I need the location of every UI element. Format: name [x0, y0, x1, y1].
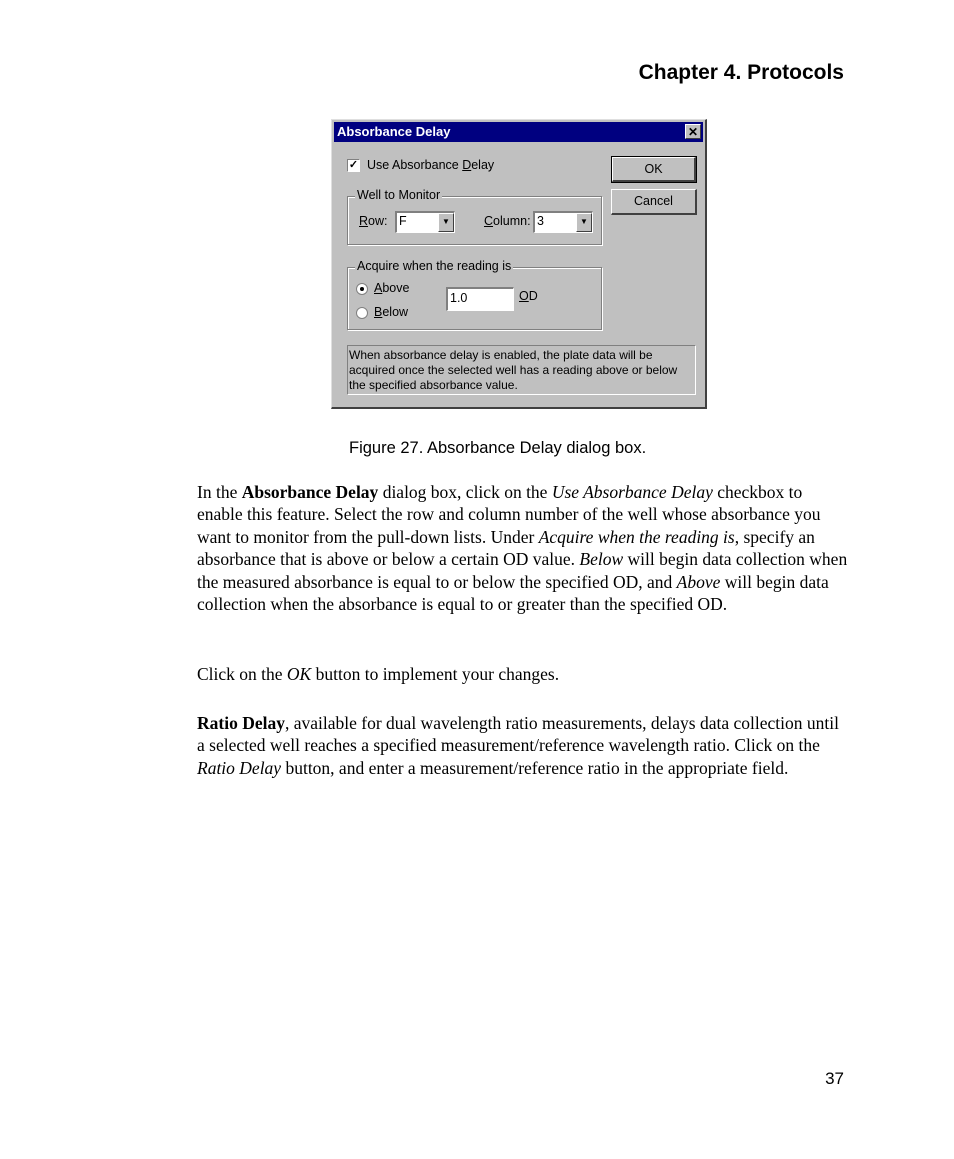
acquire-group-label: Acquire when the reading is	[357, 259, 512, 273]
figure-caption: Figure 27. Absorbance Delay dialog box.	[349, 439, 647, 457]
info-text: When absorbance delay is enabled, the plate data will be acquired once the selected well has a reading above or below the specified absorbance value.	[347, 345, 696, 395]
chevron-down-icon[interactable]: ▼	[576, 213, 592, 232]
radio-selected-dot	[360, 287, 364, 291]
dialog-titlebar	[334, 122, 703, 142]
paragraph-ratio-delay: Ratio Delay, available for dual wavelength ratio measurements, delays data collection until a selected well reaches a specified measurement/reference wavelength ratio. Click on the Ratio Delay button, and enter a measurement/reference ratio in the appropriate field.	[197, 713, 839, 778]
od-unit-label: OD	[519, 289, 538, 303]
above-label[interactable]: Above	[374, 281, 410, 295]
well-to-monitor-label: Well to Monitor	[357, 188, 441, 202]
close-button[interactable]	[685, 124, 701, 139]
ok-button[interactable]: OK	[612, 157, 696, 182]
chapter-header: Chapter 4. Protocols	[638, 61, 844, 84]
close-icon: ✕	[687, 125, 699, 139]
row-label: Row:	[359, 214, 388, 228]
column-value: 3	[537, 214, 544, 228]
well-to-monitor-group	[347, 188, 602, 245]
dialog-title: Absorbance Delay	[337, 124, 451, 139]
below-radio[interactable]	[356, 307, 368, 319]
row-select[interactable]	[395, 211, 455, 233]
cancel-button[interactable]: Cancel	[611, 189, 697, 215]
paragraph-absorbance-delay: In the Absorbance Delay dialog box, click on the Use Absorbance Delay checkbox to enable this feature. Select the row and column number of the well whose absorbance you want to monitor from the pull-down lists. Under Acquire when the reading is, specify an absorbance that is above or below a certain OD value. Below will begin data collection when the measured absorbance is equal to or below the specified OD, and Above will begin data collection when the absorbance is equal to or greater than the specified OD.	[197, 482, 848, 615]
use-absorbance-delay-checkbox[interactable]	[347, 159, 360, 172]
paragraph-ok-button: Click on the OK button to implement your changes.	[197, 664, 560, 684]
checkmark-icon: ✓	[348, 159, 359, 171]
column-label: Column:	[484, 214, 531, 228]
page-number: 37	[825, 1069, 844, 1088]
column-select[interactable]	[533, 211, 593, 233]
row-value: F	[399, 214, 407, 228]
above-radio[interactable]	[356, 283, 368, 295]
absorbance-delay-dialog	[331, 119, 707, 409]
acquire-group	[347, 259, 602, 330]
use-absorbance-delay-label[interactable]: Use Absorbance Delay	[367, 158, 495, 172]
chevron-down-icon[interactable]: ▼	[438, 213, 454, 232]
below-label[interactable]: Below	[374, 305, 409, 319]
od-value-input[interactable]: 1.0	[446, 287, 514, 311]
